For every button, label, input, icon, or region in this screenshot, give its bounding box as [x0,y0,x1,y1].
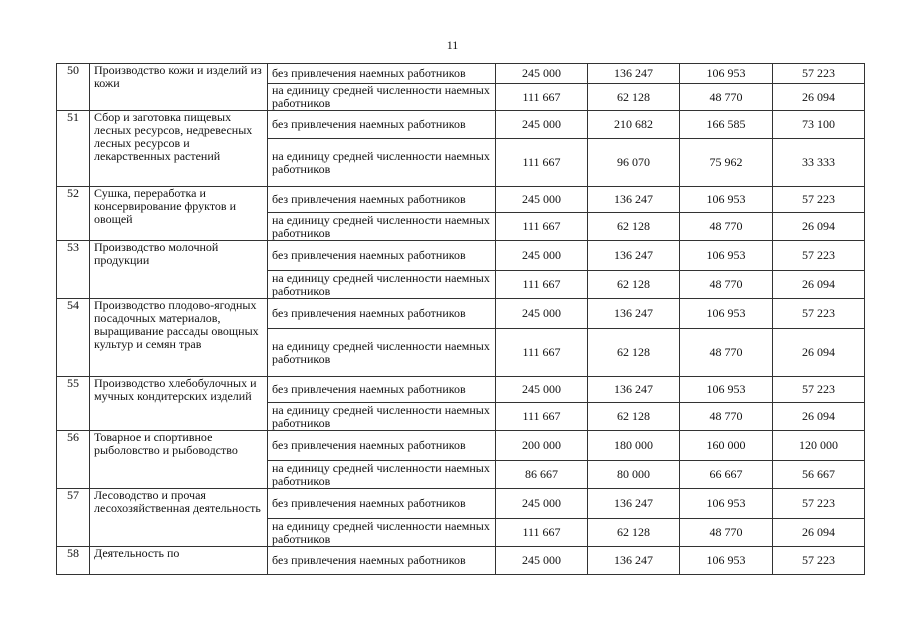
value-cell: 136 247 [588,299,680,329]
value-cell: 57 223 [773,241,865,271]
value-cell: 111 667 [496,271,588,299]
value-cell: 57 223 [773,64,865,84]
value-cell: 75 962 [680,139,773,187]
activity-name: Лесоводство и прочая лесохозяйственная деятельность [90,489,268,547]
value-cell: 136 247 [588,241,680,271]
value-cell: 33 333 [773,139,865,187]
value-cell: 106 953 [680,187,773,213]
table-row [57,377,865,403]
row-number: 54 [57,299,90,377]
value-cell: 200 000 [496,431,588,461]
value-cell: 245 000 [496,187,588,213]
value-cell: 136 247 [588,187,680,213]
value-cell: 48 770 [680,271,773,299]
table-row [57,187,865,213]
value-cell: 106 953 [680,547,773,575]
value-cell: 136 247 [588,64,680,84]
condition-cell: на единицу средней численности наемных работников [268,461,496,489]
value-cell: 62 128 [588,271,680,299]
value-cell: 106 953 [680,64,773,84]
table-row [57,111,865,139]
row-number: 50 [57,64,90,111]
value-cell: 62 128 [588,519,680,547]
value-cell: 66 667 [680,461,773,489]
table-row [57,431,865,461]
value-cell: 73 100 [773,111,865,139]
value-cell: 136 247 [588,547,680,575]
value-cell: 120 000 [773,431,865,461]
value-cell: 245 000 [496,64,588,84]
condition-cell: без привлечения наемных работников [268,431,496,461]
value-cell: 80 000 [588,461,680,489]
value-cell: 62 128 [588,84,680,111]
value-cell: 111 667 [496,329,588,377]
row-number: 56 [57,431,90,489]
value-cell: 180 000 [588,431,680,461]
activity-name: Сушка, переработка и консервирование фруктов и овощей [90,187,268,241]
value-cell: 111 667 [496,84,588,111]
table-body [57,64,865,575]
condition-cell: без привлечения наемных работников [268,241,496,271]
condition-cell: на единицу средней численности наемных работников [268,329,496,377]
value-cell: 160 000 [680,431,773,461]
condition-cell: на единицу средней численности наемных работников [268,519,496,547]
value-cell: 106 953 [680,299,773,329]
value-cell: 26 094 [773,519,865,547]
activity-name: Производство плодово-ягодных посадочных материалов, выращивание рассады овощных культур и семян трав [90,299,268,377]
value-cell: 48 770 [680,213,773,241]
value-cell: 56 667 [773,461,865,489]
value-cell: 166 585 [680,111,773,139]
value-cell: 26 094 [773,329,865,377]
value-cell: 245 000 [496,241,588,271]
table-row [57,547,865,575]
value-cell: 57 223 [773,377,865,403]
value-cell: 245 000 [496,377,588,403]
row-number: 52 [57,187,90,241]
value-cell: 62 128 [588,213,680,241]
table-row [57,241,865,271]
activity-name: Производство кожи и изделий из кожи [90,64,268,111]
value-cell: 57 223 [773,299,865,329]
value-cell: 57 223 [773,489,865,519]
value-cell: 106 953 [680,489,773,519]
value-cell: 48 770 [680,84,773,111]
condition-cell: без привлечения наемных работников [268,187,496,213]
value-cell: 96 070 [588,139,680,187]
condition-cell: на единицу средней численности наемных работников [268,213,496,241]
row-number: 57 [57,489,90,547]
table-row [57,299,865,329]
value-cell: 26 094 [773,84,865,111]
table-row [57,64,865,84]
value-cell: 136 247 [588,377,680,403]
value-cell: 62 128 [588,403,680,431]
value-cell: 26 094 [773,213,865,241]
value-cell: 106 953 [680,377,773,403]
condition-cell: без привлечения наемных работников [268,489,496,519]
activity-name: Деятельность по [90,547,268,575]
condition-cell: без привлечения наемных работников [268,377,496,403]
condition-cell: на единицу средней численности наемных работников [268,271,496,299]
value-cell: 26 094 [773,403,865,431]
condition-cell: на единицу средней численности наемных работников [268,403,496,431]
value-cell: 86 667 [496,461,588,489]
value-cell: 111 667 [496,403,588,431]
value-cell: 26 094 [773,271,865,299]
activity-name: Производство молочной продукции [90,241,268,299]
value-cell: 57 223 [773,187,865,213]
value-cell: 62 128 [588,329,680,377]
value-cell: 245 000 [496,547,588,575]
condition-cell: без привлечения наемных работников [268,64,496,84]
value-cell: 245 000 [496,299,588,329]
condition-cell: без привлечения наемных работников [268,111,496,139]
condition-cell: на единицу средней численности наемных работников [268,139,496,187]
value-cell: 136 247 [588,489,680,519]
row-number: 55 [57,377,90,431]
condition-cell: на единицу средней численности наемных работников [268,84,496,111]
activity-name: Сбор и заготовка пищевых лесных ресурсов, недревесных лесных ресурсов и лекарственных растений [90,111,268,187]
value-cell: 210 682 [588,111,680,139]
row-number: 58 [57,547,90,575]
table-row [57,489,865,519]
value-cell: 106 953 [680,241,773,271]
row-number: 51 [57,111,90,187]
value-cell: 48 770 [680,329,773,377]
value-cell: 48 770 [680,403,773,431]
value-cell: 48 770 [680,519,773,547]
condition-cell: без привлечения наемных работников [268,299,496,329]
row-number: 53 [57,241,90,299]
value-cell: 57 223 [773,547,865,575]
activity-name: Товарное и спортивное рыболовство и рыбоводство [90,431,268,489]
value-cell: 111 667 [496,139,588,187]
value-cell: 111 667 [496,213,588,241]
value-cell: 111 667 [496,519,588,547]
page-number: 11 [446,38,459,52]
condition-cell: без привлечения наемных работников [268,547,496,575]
activity-name: Производство хлебобулочных и мучных кондитерских изделий [90,377,268,431]
value-cell: 245 000 [496,489,588,519]
value-cell: 245 000 [496,111,588,139]
rates-table [56,63,865,575]
